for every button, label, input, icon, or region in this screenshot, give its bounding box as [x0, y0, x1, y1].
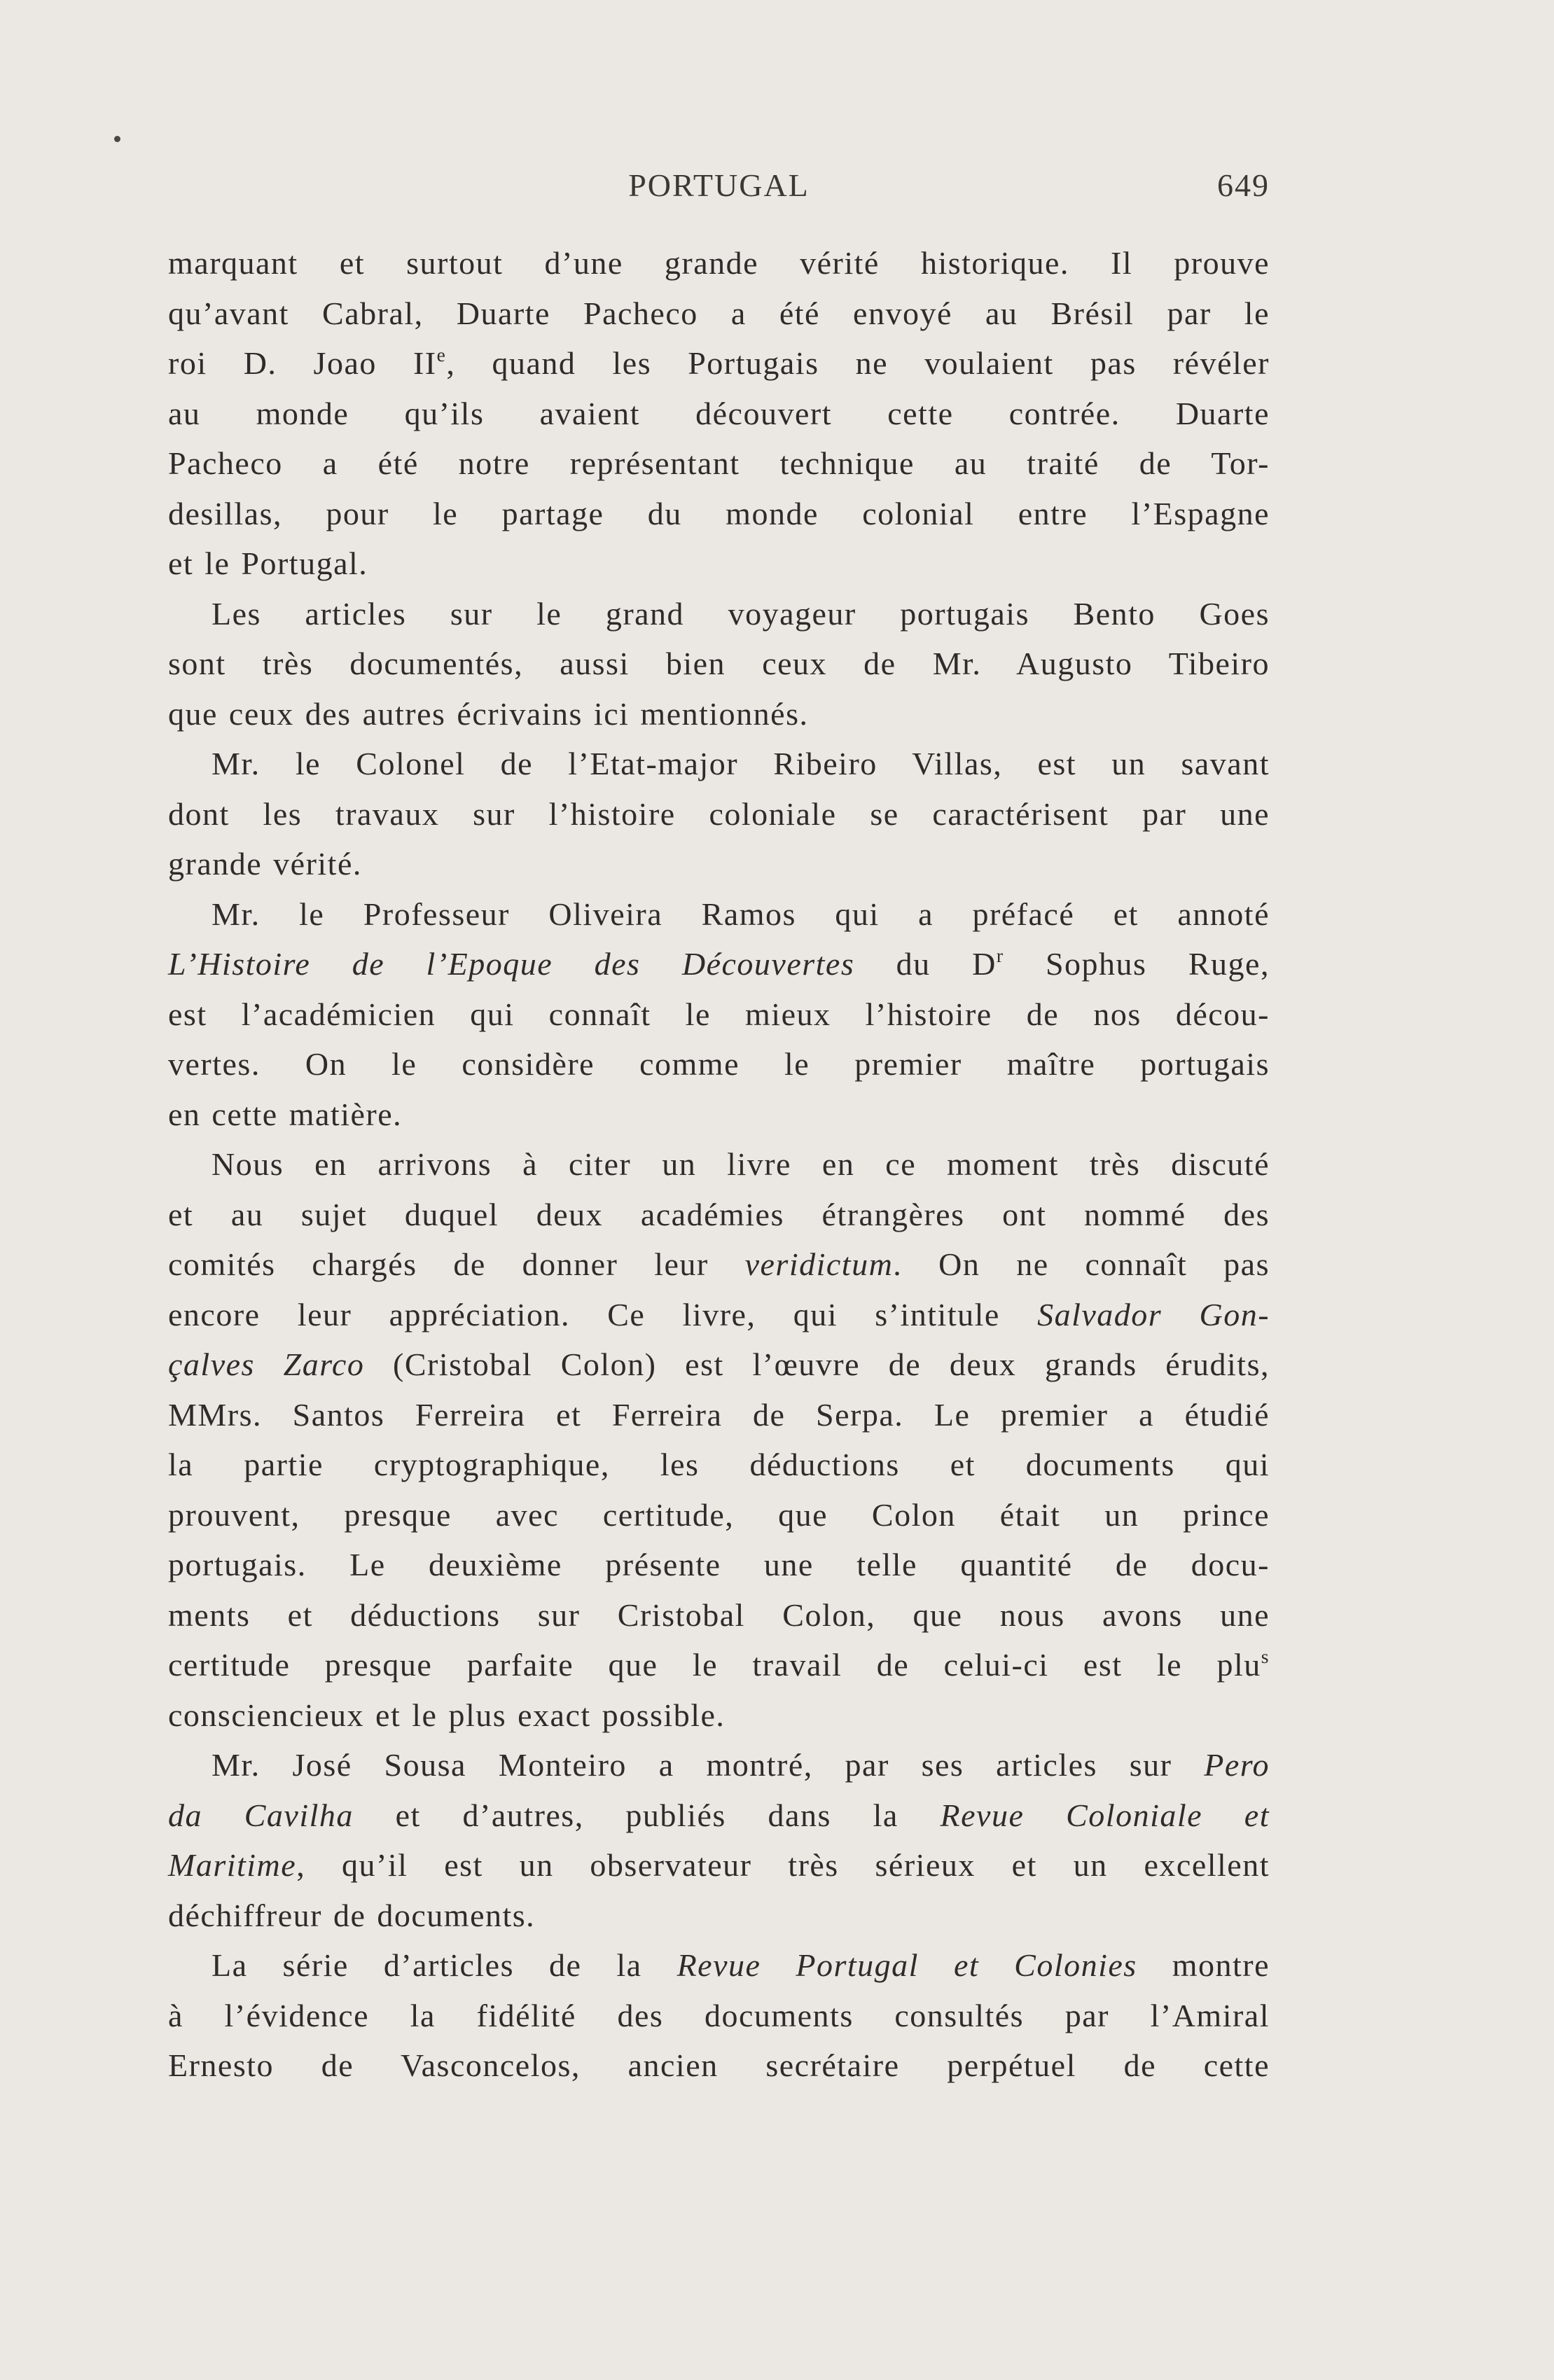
- text-line: encore leur appréciation. Ce livre, qui s’intitule Salvador Gon-: [168, 1296, 1270, 1332]
- text-line: et au sujet duquel deux académies étrangères ont nommé des: [168, 1196, 1270, 1232]
- text-line: grande vérité.: [168, 846, 362, 882]
- text-line: certitude presque parfaite que le travail de celui-ci est le plu$^s$: [168, 1645, 1270, 1683]
- text-line: comités chargés de donner leur veridictum. On ne connaît pas: [168, 1246, 1270, 1282]
- text-line: portugais. Le deuxième présente une telle quantité de docu-: [168, 1547, 1270, 1582]
- text-line: Ernesto de Vasconcelos, ancien secrétaire perpétuel de cette: [168, 2047, 1270, 2083]
- text-line: L’Histoire de l’Epoque des Découvertes du $D^r$ Sophus Ruge,: [168, 945, 1270, 982]
- body-text: [168, 238, 1270, 2091]
- text-line: roi D. Joao IIe, quand les Portugais ne voulaient pas révéler: [168, 344, 1270, 381]
- text-line: qu’avant Cabral, Duarte Pacheco a été envoyé au Brésil par le: [168, 295, 1270, 331]
- text-line: que ceux des autres écrivains ici mentionnés.: [168, 695, 809, 732]
- running-title: PORTUGAL: [628, 167, 810, 203]
- text-line: MMrs. Santos Ferreira et Ferreira de Serpa. Le premier a étudié: [168, 1396, 1270, 1433]
- text-line: çalves Zarco (Cristobal Colon) est l’œuvre de deux grands érudits,: [168, 1346, 1270, 1382]
- text-line: en cette matière.: [168, 1096, 403, 1132]
- text-line: Maritime, qu’il est un observateur très sérieux et un excellent: [168, 1847, 1270, 1883]
- text-line: ments et déductions sur Cristobal Colon, que nous avons une: [168, 1596, 1270, 1633]
- text-line: sont très documentés, aussi bien ceux de Mr. Augusto Tibeiro: [168, 646, 1270, 681]
- text-line: au monde qu’ils avaient découvert cette contrée. Duarte: [168, 395, 1270, 431]
- page-number: 649: [1217, 167, 1270, 203]
- text-line: dont les travaux sur l’histoire coloniale se caractérisent par une: [168, 795, 1270, 832]
- text-line: Mr. José Sousa Monteiro a montré, par ses articles sur Pero: [211, 1747, 1270, 1783]
- text-line: desillas, pour le partage du monde colonial entre l’Espagne: [168, 495, 1270, 531]
- text-line: marquant et surtout d’une grande vérité historique. Il prouve: [168, 245, 1270, 281]
- text-line: Mr. le Professeur Oliveira Ramos qui a préfacé et annoté: [211, 896, 1270, 932]
- text-line: la partie cryptographique, les déductions et documents qui: [168, 1447, 1270, 1482]
- text-line: consciencieux et le plus exact possible.: [168, 1697, 726, 1733]
- text-line: déchiffreur de documents.: [168, 1897, 536, 1933]
- text-line: Pacheco a été notre représentant technique au traité de Tor-: [168, 445, 1270, 481]
- text-line: et le Portugal.: [168, 545, 368, 581]
- text-line: vertes. On le considère comme le premier maître portugais: [168, 1046, 1270, 1082]
- text-line: prouvent, presque avec certitude, que Colon était un prince: [168, 1496, 1270, 1533]
- page-header: [168, 167, 1270, 216]
- text-line: est l’académicien qui connaît le mieux l’histoire de nos décou-: [168, 996, 1270, 1032]
- text-line: à l’évidence la fidélité des documents consultés par l’Amiral: [168, 1997, 1270, 2033]
- text-line: La série d’articles de la Revue Portugal et Colonies montre: [211, 1947, 1270, 1983]
- text-line: Nous en arrivons à citer un livre en ce moment très discuté: [211, 1146, 1270, 1182]
- text-line: da Cavilha et d’autres, publiés dans la Revue Coloniale et: [168, 1797, 1270, 1833]
- ink-speck: [114, 136, 120, 142]
- text-line: Mr. le Colonel de l’Etat-major Ribeiro Villas, est un savant: [211, 746, 1270, 781]
- text-line: Les articles sur le grand voyageur portugais Bento Goes: [211, 595, 1270, 632]
